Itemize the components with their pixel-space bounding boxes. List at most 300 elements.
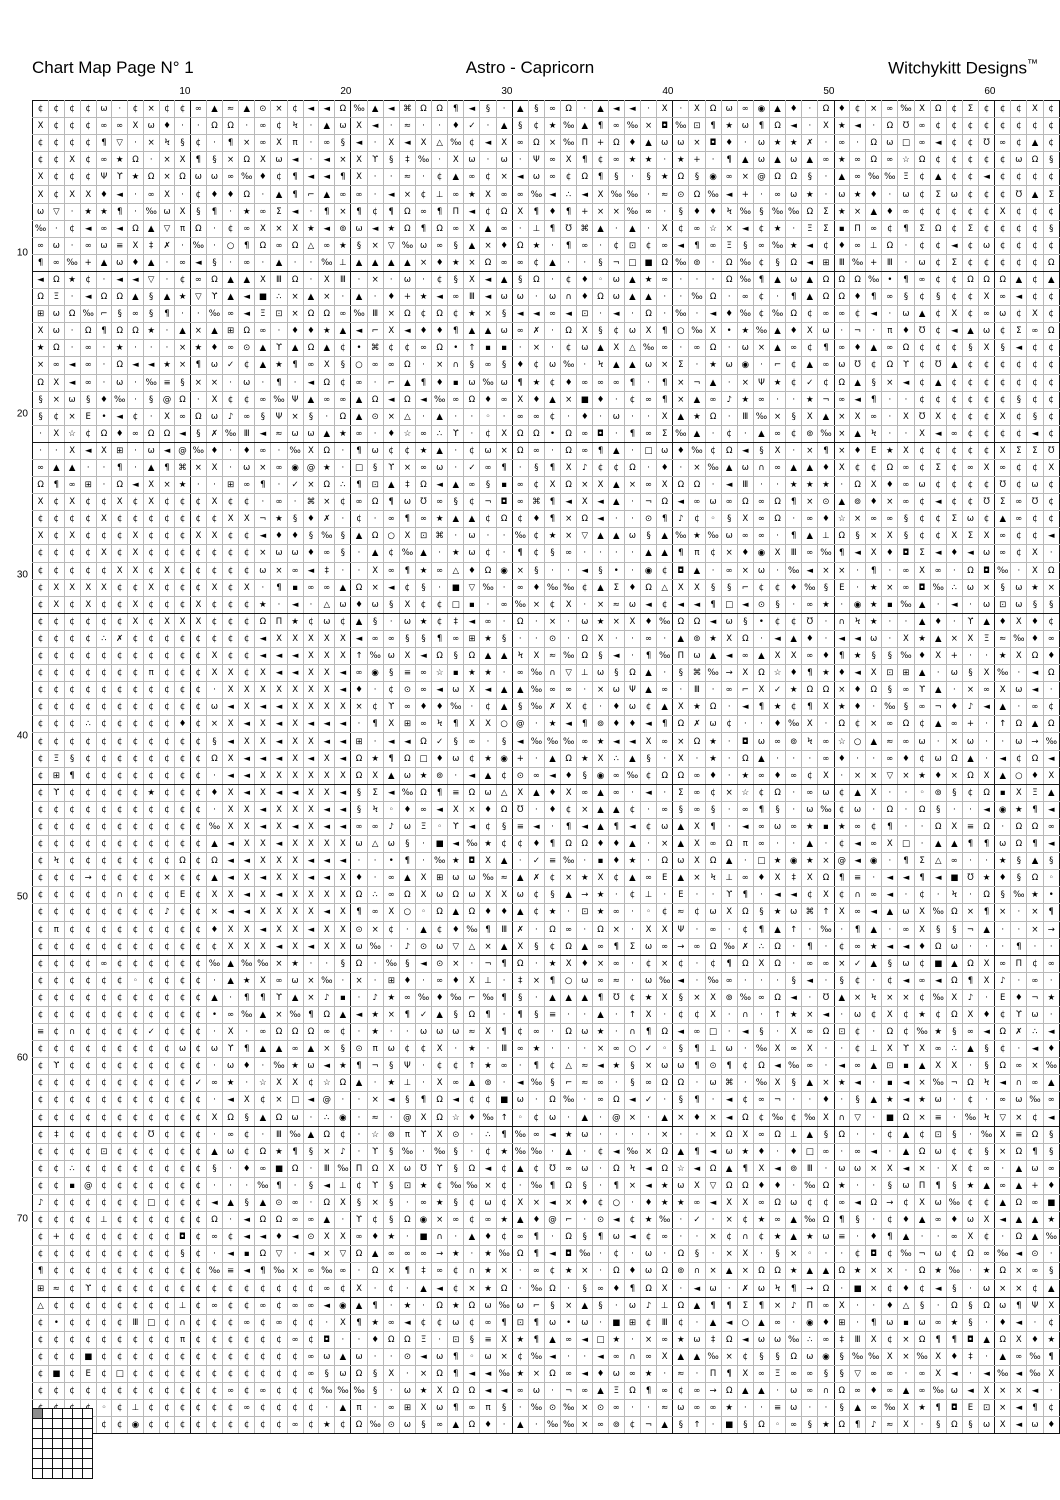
- stitch-cell: ∞: [995, 955, 1011, 972]
- stitch-cell: §: [770, 254, 786, 271]
- stitch-cell: ¢: [128, 1109, 143, 1126]
- stitch-cell: ¢: [64, 118, 80, 135]
- stitch-cell: ¢: [496, 1177, 512, 1194]
- stitch-cell: ▲: [415, 545, 431, 562]
- stitch-cell: ¢: [175, 1092, 191, 1109]
- stitch-cell: ¢: [528, 528, 544, 545]
- table-row: [33, 784, 1060, 801]
- stitch-cell: Ⅹ: [866, 545, 882, 562]
- stitch-cell: Ω: [898, 340, 914, 357]
- stitch-cell: ¢: [128, 733, 143, 750]
- stitch-cell: ⊞: [834, 1314, 850, 1331]
- stitch-cell: ☆: [319, 1075, 335, 1092]
- stitch-cell: §: [770, 1348, 786, 1365]
- stitch-cell: ★: [802, 186, 818, 203]
- stitch-cell: ¢: [882, 1212, 898, 1229]
- stitch-cell: ∞: [689, 1195, 705, 1212]
- stitch-cell: Ω: [367, 1160, 383, 1177]
- stitch-cell: ∞: [528, 1024, 544, 1041]
- stitch-cell: ω: [319, 613, 335, 630]
- stitch-cell: ·: [561, 1348, 577, 1365]
- stitch-cell: ‰: [673, 425, 689, 442]
- stitch-cell: ★: [721, 118, 737, 135]
- stitch-cell: ▲: [770, 921, 786, 938]
- stitch-cell: ‡: [834, 1331, 850, 1348]
- stitch-cell: ¶: [239, 989, 255, 1006]
- stitch-cell: π: [367, 1041, 383, 1058]
- stitch-cell: Ω: [159, 425, 175, 442]
- stitch-cell: ¢: [850, 716, 866, 733]
- stitch-cell: ★: [657, 169, 673, 186]
- stitch-cell: ▲: [561, 989, 577, 1006]
- stitch-cell: Ω: [561, 477, 577, 494]
- stitch-cell: ×: [528, 1365, 544, 1382]
- stitch-cell: ∞: [657, 733, 673, 750]
- stitch-cell: ★: [882, 1092, 898, 1109]
- stitch-cell: ∞: [287, 1195, 303, 1212]
- stitch-cell: Ⅹ: [528, 648, 544, 665]
- stitch-cell: ▲: [753, 425, 769, 442]
- stitch-cell: Ω: [721, 442, 737, 459]
- stitch-cell: ¢: [49, 699, 64, 716]
- stitch-cell: ·: [1043, 1383, 1059, 1400]
- stitch-cell: ☆: [367, 1126, 383, 1143]
- stitch-cell: ¢: [112, 1212, 128, 1229]
- stitch-cell: ·: [383, 1109, 399, 1126]
- stitch-cell: ◄: [850, 118, 866, 135]
- column-label: 40: [662, 86, 674, 97]
- stitch-cell: ◄: [464, 203, 480, 220]
- stitch-cell: Ω: [464, 648, 480, 665]
- stitch-cell: ¢: [1027, 289, 1043, 306]
- stitch-cell: ‰: [705, 186, 721, 203]
- stitch-cell: ▲: [930, 836, 946, 853]
- stitch-cell: ω: [802, 801, 818, 818]
- stitch-cell: ◉: [287, 459, 303, 476]
- stitch-cell: ω: [914, 477, 930, 494]
- stitch-cell: ¢: [673, 1314, 689, 1331]
- stitch-cell: §: [673, 1041, 689, 1058]
- stitch-cell: ¢: [962, 203, 978, 220]
- stitch-cell: ¢: [80, 118, 96, 135]
- stitch-cell: ω: [432, 1024, 448, 1041]
- stitch-cell: ○: [561, 972, 577, 989]
- stitch-cell: ◄: [303, 374, 319, 391]
- stitch-cell: ¢: [1043, 494, 1059, 511]
- stitch-cell: ⊚: [802, 425, 818, 442]
- stitch-cell: ∞: [33, 459, 49, 476]
- stitch-cell: ⊥: [432, 186, 448, 203]
- stitch-cell: ▲: [1011, 1177, 1027, 1194]
- stitch-cell: ⌐: [770, 357, 786, 374]
- stitch-cell: ◄: [930, 494, 946, 511]
- stitch-cell: ◄: [850, 630, 866, 647]
- stitch-cell: ¢: [1011, 477, 1027, 494]
- stitch-cell: ¢: [223, 1280, 239, 1297]
- stitch-cell: ▲: [143, 220, 159, 237]
- table-row: [33, 306, 1060, 323]
- stitch-cell: ¶: [544, 494, 560, 511]
- stitch-cell: Ω: [528, 271, 544, 288]
- stitch-cell: ◄: [415, 648, 431, 665]
- stitch-cell: Ⅹ: [255, 767, 271, 784]
- stitch-cell: ¢: [128, 938, 143, 955]
- stitch-cell: ω: [49, 323, 64, 340]
- stitch-cell: ¢: [159, 1006, 175, 1023]
- table-row: [33, 1383, 1060, 1400]
- stitch-cell: ¢: [995, 101, 1011, 118]
- stitch-cell: ★: [705, 357, 721, 374]
- stitch-cell: +: [866, 254, 882, 271]
- stitch-cell: ¢: [608, 870, 624, 887]
- stitch-cell: Ⅹ: [335, 904, 351, 921]
- stitch-cell: ¢: [128, 665, 143, 682]
- stitch-cell: ·: [528, 630, 544, 647]
- stitch-cell: ∞: [415, 1246, 431, 1263]
- stitch-cell: ¢: [335, 494, 351, 511]
- stitch-cell: ¢: [80, 989, 96, 1006]
- stitch-cell: ▲: [335, 323, 351, 340]
- stitch-cell: ◄: [319, 870, 335, 887]
- stitch-cell: ‰: [657, 648, 673, 665]
- stitch-cell: ∞: [979, 1246, 995, 1263]
- stitch-cell: ·: [930, 1160, 946, 1177]
- stitch-cell: ‡: [399, 477, 415, 494]
- stitch-cell: ◄: [721, 1092, 737, 1109]
- stitch-cell: ∞: [608, 1041, 624, 1058]
- stitch-cell: ♦: [383, 289, 399, 306]
- stitch-cell: §: [175, 1246, 191, 1263]
- stitch-cell: ¢: [223, 562, 239, 579]
- stitch-cell: ★: [367, 750, 383, 767]
- stitch-cell: ∞: [383, 870, 399, 887]
- stitch-cell: ▲: [770, 271, 786, 288]
- stitch-cell: §: [480, 101, 496, 118]
- stitch-cell: ·: [608, 1024, 624, 1041]
- stitch-cell: ×: [753, 340, 769, 357]
- stitch-cell: ×: [367, 1092, 383, 1109]
- stitch-cell: ¶: [882, 818, 898, 835]
- stitch-cell: ×: [721, 1212, 737, 1229]
- stitch-cell: ¢: [80, 682, 96, 699]
- stitch-cell: ∩: [737, 1006, 753, 1023]
- stitch-cell: ▲: [561, 887, 577, 904]
- stitch-cell: ◄: [239, 784, 255, 801]
- stitch-cell: Ω: [561, 750, 577, 767]
- stitch-cell: ◄: [64, 374, 80, 391]
- stitch-cell: ·: [882, 921, 898, 938]
- stitch-cell: ¢: [49, 1006, 64, 1023]
- stitch-cell: ★: [480, 1280, 496, 1297]
- stitch-cell: ◄: [608, 1212, 624, 1229]
- stitch-cell: ¶: [577, 716, 593, 733]
- stitch-cell: §: [239, 1109, 255, 1126]
- stitch-cell: ▲: [351, 528, 367, 545]
- stitch-cell: Ω: [721, 254, 737, 271]
- stitch-cell: Ⅹ: [914, 1195, 930, 1212]
- stitch-cell: ▪: [818, 818, 834, 835]
- stitch-cell: Ω: [128, 152, 143, 169]
- stitch-cell: ¢: [496, 836, 512, 853]
- stitch-cell: Ⅹ: [190, 528, 206, 545]
- row-label: 30: [16, 569, 28, 581]
- stitch-cell: Ⅹ: [175, 152, 191, 169]
- stitch-cell: ¢: [206, 545, 222, 562]
- stitch-cell: §: [753, 904, 769, 921]
- stitch-cell: ¢: [593, 152, 608, 169]
- stitch-cell: ≈: [673, 1365, 689, 1382]
- stitch-cell: ¢: [159, 648, 175, 665]
- stitch-cell: ¢: [80, 511, 96, 528]
- stitch-cell: ◉: [995, 801, 1011, 818]
- stitch-cell: ∞: [1011, 494, 1027, 511]
- stitch-cell: Ω: [143, 425, 159, 442]
- stitch-cell: ω: [190, 169, 206, 186]
- stitch-cell: ★: [705, 750, 721, 767]
- stitch-cell: ▲: [866, 203, 882, 220]
- stitch-cell: ♦: [112, 425, 128, 442]
- stitch-cell: Ω: [882, 118, 898, 135]
- stitch-cell: ·: [657, 1006, 673, 1023]
- stitch-cell: Ξ: [898, 169, 914, 186]
- stitch-cell: ·: [898, 254, 914, 271]
- stitch-cell: ∞: [319, 1280, 335, 1297]
- stitch-cell: Ω: [1011, 1195, 1027, 1212]
- stitch-cell: ¶: [608, 818, 624, 835]
- stitch-cell: ·: [223, 1212, 239, 1229]
- stitch-cell: ω: [641, 357, 657, 374]
- stitch-cell: ▲: [593, 784, 608, 801]
- stitch-cell: ⊡: [415, 528, 431, 545]
- stitch-cell: Ω: [49, 340, 64, 357]
- stitch-cell: ◦: [128, 972, 143, 989]
- stitch-cell: ∞: [271, 237, 287, 254]
- stitch-cell: •: [882, 271, 898, 288]
- stitch-cell: ▲: [802, 289, 818, 306]
- stitch-cell: Ⅹ: [128, 613, 143, 630]
- stitch-cell: ♪: [577, 459, 593, 476]
- stitch-cell: ¢: [850, 459, 866, 476]
- stitch-cell: ×: [624, 1109, 640, 1126]
- stitch-cell: Ω: [399, 203, 415, 220]
- stitch-cell: ¢: [223, 579, 239, 596]
- stitch-cell: •: [561, 1314, 577, 1331]
- stitch-cell: ·: [239, 1075, 255, 1092]
- table-row: [33, 220, 1060, 237]
- stitch-cell: ¢: [112, 682, 128, 699]
- stitch-cell: Ⅹ: [657, 101, 673, 118]
- stitch-cell: ∩: [1011, 1075, 1027, 1092]
- stitch-cell: ★: [834, 818, 850, 835]
- stitch-cell: ¢: [80, 1006, 96, 1023]
- stitch-cell: Ⅹ: [335, 836, 351, 853]
- stitch-cell: Ⅹ: [64, 528, 80, 545]
- stitch-cell: §: [448, 1160, 464, 1177]
- stitch-cell: ¶: [399, 1263, 415, 1280]
- stitch-cell: ×: [962, 682, 978, 699]
- stitch-cell: ‰: [399, 237, 415, 254]
- stitch-cell: ▪: [496, 340, 512, 357]
- stitch-cell: Ⅹ: [802, 408, 818, 425]
- stitch-cell: Σ: [608, 579, 624, 596]
- stitch-cell: ¢: [112, 1348, 128, 1365]
- stitch-cell: ∞: [303, 1365, 319, 1382]
- stitch-cell: ·: [705, 887, 721, 904]
- stitch-cell: ×: [979, 579, 995, 596]
- stitch-cell: Ϟ: [593, 357, 608, 374]
- stitch-cell: ¶: [528, 203, 544, 220]
- stitch-cell: ♦: [657, 459, 673, 476]
- stitch-cell: ¢: [64, 972, 80, 989]
- stitch-cell: ¢: [143, 1400, 159, 1417]
- stitch-cell: ◄: [464, 613, 480, 630]
- stitch-cell: ×: [689, 870, 705, 887]
- stitch-cell: ω: [946, 1383, 962, 1400]
- stitch-cell: ¶: [786, 289, 802, 306]
- stitch-cell: ‰: [737, 254, 753, 271]
- stitch-cell: ★: [544, 528, 560, 545]
- stitch-cell: ¢: [64, 904, 80, 921]
- stitch-cell: ¢: [190, 1109, 206, 1126]
- stitch-cell: ·: [866, 870, 882, 887]
- stitch-cell: Ω: [319, 1006, 335, 1023]
- stitch-cell: ¢: [159, 921, 175, 938]
- stitch-cell: ♦: [979, 1006, 995, 1023]
- stitch-cell: ★: [850, 648, 866, 665]
- stitch-cell: △: [432, 135, 448, 152]
- stitch-cell: ‰: [528, 1075, 544, 1092]
- stitch-cell: ·: [753, 477, 769, 494]
- stitch-cell: ¢: [930, 391, 946, 408]
- stitch-cell: ·: [689, 1365, 705, 1382]
- stitch-cell: ∞: [480, 357, 496, 374]
- stitch-cell: ◄: [1043, 750, 1059, 767]
- stitch-cell: ♦: [786, 579, 802, 596]
- stitch-cell: ¢: [128, 1348, 143, 1365]
- stitch-cell: ¢: [33, 545, 49, 562]
- stitch-cell: §: [512, 271, 528, 288]
- stitch-cell: ◄: [689, 1160, 705, 1177]
- stitch-cell: ♦: [239, 1160, 255, 1177]
- stitch-cell: ¢: [1043, 408, 1059, 425]
- stitch-cell: ◄: [319, 733, 335, 750]
- stitch-cell: ×: [464, 801, 480, 818]
- stitch-cell: ×: [995, 904, 1011, 921]
- stitch-cell: ‰: [802, 579, 818, 596]
- stitch-cell: ¢: [159, 630, 175, 647]
- stitch-cell: Ⅹ: [480, 887, 496, 904]
- stitch-cell: ω: [335, 596, 351, 613]
- stitch-cell: ¢: [159, 1041, 175, 1058]
- stitch-cell: ϒ: [914, 682, 930, 699]
- stitch-cell: ¢: [1027, 271, 1043, 288]
- stitch-cell: ¢: [112, 1229, 128, 1246]
- stitch-cell: ♦: [432, 989, 448, 1006]
- stitch-cell: ·: [577, 1092, 593, 1109]
- stitch-cell: ¶: [608, 1177, 624, 1194]
- stitch-cell: •: [753, 613, 769, 630]
- stitch-cell: ⌐: [528, 1297, 544, 1314]
- stitch-cell: Ω: [49, 271, 64, 288]
- stitch-cell: ω: [512, 1297, 528, 1314]
- stitch-cell: ·: [866, 750, 882, 767]
- stitch-cell: ∞: [96, 955, 111, 972]
- stitch-cell: ¶: [303, 1006, 319, 1023]
- stitch-cell: ⊙: [351, 921, 367, 938]
- stitch-cell: ¢: [159, 1024, 175, 1041]
- stitch-cell: ·: [303, 596, 319, 613]
- stitch-cell: ·: [577, 1006, 593, 1023]
- stitch-cell: ·: [624, 972, 640, 989]
- stitch-cell: ·: [367, 135, 383, 152]
- stitch-cell: ¢: [206, 1348, 222, 1365]
- stitch-cell: ◄: [287, 203, 303, 220]
- stitch-cell: ★: [657, 1177, 673, 1194]
- stitch-cell: ◄: [303, 1246, 319, 1263]
- stitch-cell: ·: [351, 989, 367, 1006]
- stitch-cell: ¢: [223, 596, 239, 613]
- stitch-cell: ⊞: [383, 972, 399, 989]
- stitch-cell: ×: [834, 425, 850, 442]
- stitch-cell: Ⅹ: [287, 1075, 303, 1092]
- stitch-cell: ¢: [128, 648, 143, 665]
- table-row: [33, 374, 1060, 391]
- stitch-cell: ◉: [737, 357, 753, 374]
- stitch-cell: ∞: [770, 1314, 786, 1331]
- stitch-cell: Ⅹ: [561, 152, 577, 169]
- stitch-cell: ¶: [561, 237, 577, 254]
- stitch-cell: ¢: [128, 1041, 143, 1058]
- stitch-cell: Ⅹ: [979, 955, 995, 972]
- stitch-cell: ∞: [206, 1297, 222, 1314]
- stitch-cell: ◄: [737, 442, 753, 459]
- stitch-cell: ×: [271, 1006, 287, 1023]
- stitch-cell: ϒ: [367, 1143, 383, 1160]
- stitch-cell: ×: [464, 1280, 480, 1297]
- stitch-cell: ▲: [255, 340, 271, 357]
- stitch-cell: ×: [351, 699, 367, 716]
- stitch-cell: ¢: [80, 1075, 96, 1092]
- stitch-cell: ¢: [593, 459, 608, 476]
- stitch-cell: ¶: [753, 921, 769, 938]
- stitch-cell: ★: [112, 340, 128, 357]
- stitch-cell: ¢: [143, 1263, 159, 1280]
- stitch-cell: ϒ: [351, 1212, 367, 1229]
- stitch-cell: ¢: [64, 1314, 80, 1331]
- stitch-cell: Ⅹ: [175, 613, 191, 630]
- stitch-cell: ¢: [190, 818, 206, 835]
- stitch-cell: ★: [641, 271, 657, 288]
- stitch-cell: ¢: [80, 562, 96, 579]
- stitch-cell: ·: [206, 477, 222, 494]
- stitch-cell: ★: [432, 1195, 448, 1212]
- stitch-cell: ▲: [1027, 135, 1043, 152]
- stitch-cell: ♦: [432, 699, 448, 716]
- stitch-cell: ·: [480, 528, 496, 545]
- stitch-cell: ◄: [593, 511, 608, 528]
- stitch-cell: §: [64, 750, 80, 767]
- stitch-cell: ω: [432, 1348, 448, 1365]
- stitch-cell: ★: [818, 596, 834, 613]
- stitch-cell: ω: [946, 938, 962, 955]
- stitch-cell: Ω: [432, 306, 448, 323]
- stitch-cell: Ω: [206, 853, 222, 870]
- stitch-cell: Ⅹ: [448, 801, 464, 818]
- stitch-cell: ω: [512, 289, 528, 306]
- stitch-cell: Ⅹ: [96, 545, 111, 562]
- stitch-cell: ◄: [544, 767, 560, 784]
- stitch-cell: Ω: [946, 972, 962, 989]
